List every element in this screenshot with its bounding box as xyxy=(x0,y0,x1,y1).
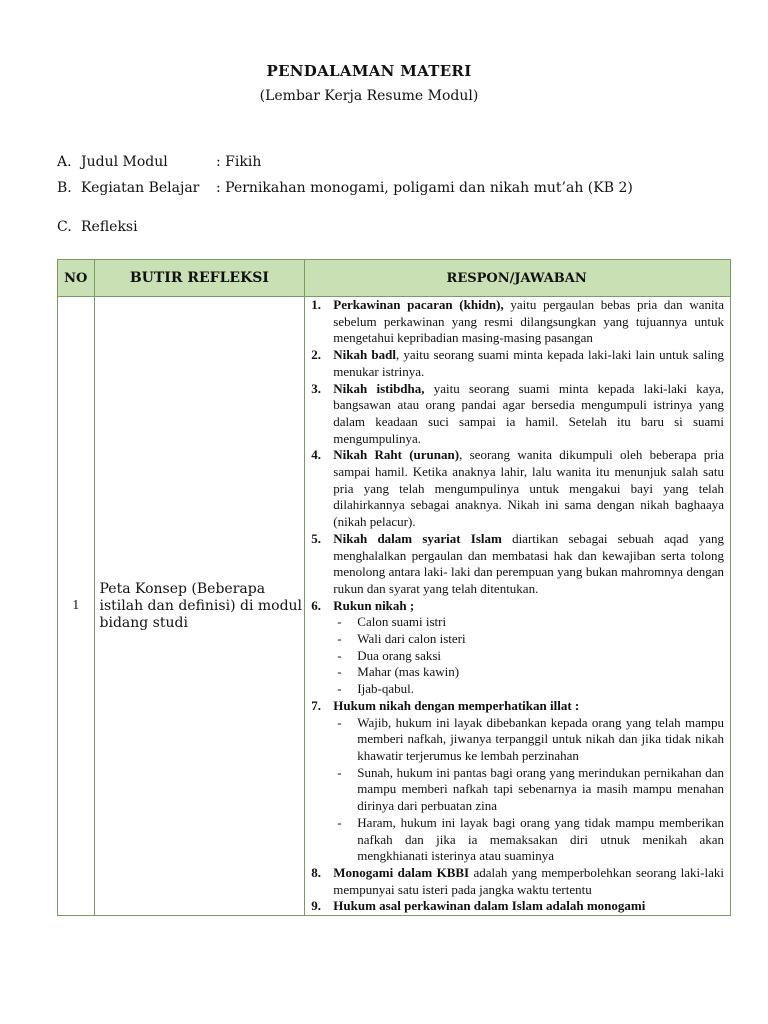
sub-list xyxy=(333,715,724,865)
header-respon-jawaban: RESPON/JAWABAN xyxy=(305,260,731,297)
list-item-text: , yaitu seorang suami minta kepada laki-laki lain untuk saling menukar istrinya. xyxy=(333,347,724,379)
list-item-text: adalah yang memperbolehkan seorang laki-laki mempunyai satu isteri pada jangka waktu tertentu xyxy=(333,864,724,897)
list-item xyxy=(309,598,724,698)
list-item-text: yaitu seorang suami minta kepada laki-laki kaya, bangsawan atau orang pandai agar bersedia mengumpuli istrinya yang dalam keadaan suci sampai ia hamil. Setelah itu baru si suami mengumpulinya. xyxy=(333,380,725,446)
list-item-text: diartikan sebagai sebuah aqad yang menghalalkan pergaulan dan membatasi hak dan kewajiban serta tolong menolong antara laki- laki dan perempuan yang bukan mahromnya dengan rukun dan syarat yang telah ditentukan. xyxy=(333,530,724,596)
page-title: PENDALAMAN MATERI xyxy=(266,62,472,80)
list-item xyxy=(309,898,724,915)
sub-list-item: - Sunah, hukum ini pantas bagi orang yang merindukan pernikahan dan mampu memberi nafkah tapi sebenarnya ia masih mampu menahan dirinya dari perbuatan zina xyxy=(333,765,724,815)
sub-list-item: - Dua orang saksi xyxy=(333,648,724,665)
info-refleksi xyxy=(57,219,138,235)
list-item-term: Rukun nikah ; xyxy=(333,597,415,613)
table-header-row xyxy=(58,260,731,297)
list-item-term: Nikah badl xyxy=(333,347,396,363)
list-item-term: Monogami dalam KBBI xyxy=(333,864,470,880)
list-item xyxy=(309,865,724,898)
info-judul-modul xyxy=(57,154,261,170)
list-item-number: 2. xyxy=(311,347,322,363)
row-number: 1 xyxy=(58,297,95,916)
info-label: Kegiatan Belajar xyxy=(81,180,200,196)
info-marker: C. xyxy=(57,219,72,235)
info-marker: B. xyxy=(57,180,72,196)
sub-list xyxy=(333,614,724,698)
list-item-term: Nikah istibdha, xyxy=(333,380,425,396)
reflection-table xyxy=(57,259,731,916)
list-item-number: 9. xyxy=(311,898,322,914)
list-item-number: 5. xyxy=(311,530,322,546)
sub-list-item: - Haram, hukum ini layak bagi orang yang tidak mampu memberikan nafkah dan jika ia memaksakan diri utnuk menikah akan mengkhianati isterinya atau suaminya xyxy=(333,815,724,865)
info-kegiatan-belajar xyxy=(57,180,633,196)
sub-list-item: - Ijab-qabul. xyxy=(333,681,724,698)
response-list xyxy=(309,297,724,915)
info-value: : Fikih xyxy=(216,154,262,170)
list-item-term: Nikah Raht (urunan) xyxy=(333,447,460,463)
list-item-term: Hukum nikah dengan memperhatikan illat : xyxy=(333,697,580,713)
list-item xyxy=(309,297,724,347)
sub-list-item: - Wali dari calon isteri xyxy=(333,631,724,648)
list-item-number: 7. xyxy=(311,697,322,713)
sub-list-item: - Wajib, hukum ini layak dibebankan kepada orang yang telah mampu memberi nafkah, jiwanya terpanggil untuk nikah dan jika tidak nikah khawatir terjerumus ke lembah perzinahan xyxy=(333,715,724,765)
row-butir: Peta Konsep (Beberapa istilah dan definisi) di modul bidang studi xyxy=(94,297,305,916)
list-item xyxy=(309,381,724,448)
list-item-text: yaitu pergaulan bebas pria dan wanita sebelum perkawinan yang resmi dilangsungkan yang tujuannya untuk mengetahui kepribadian masing-masing pasangan xyxy=(333,297,724,346)
list-item-term: Hukum asal perkawinan dalam Islam adalah monogami xyxy=(333,898,646,914)
list-item-term: Perkawinan pacaran (khidn), xyxy=(333,297,504,312)
info-label: Refleksi xyxy=(81,219,138,235)
header-butir-refleksi: BUTIR REFLEKSI xyxy=(94,260,305,297)
list-item-number: 6. xyxy=(311,597,322,613)
list-item-number: 4. xyxy=(311,447,322,463)
list-item-term: Nikah dalam syariat Islam xyxy=(333,530,502,546)
sub-list-item: - Mahar (mas kawin) xyxy=(333,664,724,681)
list-item xyxy=(309,698,724,865)
list-item xyxy=(309,447,724,531)
row-respon xyxy=(305,297,731,916)
page-subtitle: (Lembar Kerja Resume Modul) xyxy=(259,88,479,104)
list-item xyxy=(309,347,724,380)
list-item-number: 3. xyxy=(311,380,322,396)
list-item-number: 8. xyxy=(311,864,322,880)
info-label: Judul Modul xyxy=(81,154,168,170)
sub-list-item: - Calon suami istri xyxy=(333,614,724,631)
info-marker: A. xyxy=(57,154,72,170)
list-item-text: , seorang wanita dikumpuli oleh beberapa pria sampai hamil. Ketika anaknya lahir, lalu wanita itu menunjuk salah satu pria yang telah mengumpulinya untuk mengakui bayi yang telah dilahirkannya sebagai anaknya. Nikah ini sama dengan nikah baghaaya (nikah pelacur). xyxy=(333,447,725,530)
header-no: NO xyxy=(58,260,95,297)
table-row xyxy=(58,297,731,916)
list-item xyxy=(309,531,724,598)
info-value: : Pernikahan monogami, poligami dan nikah mut’ah (KB 2) xyxy=(216,180,633,196)
list-item-number: 1. xyxy=(311,297,322,312)
